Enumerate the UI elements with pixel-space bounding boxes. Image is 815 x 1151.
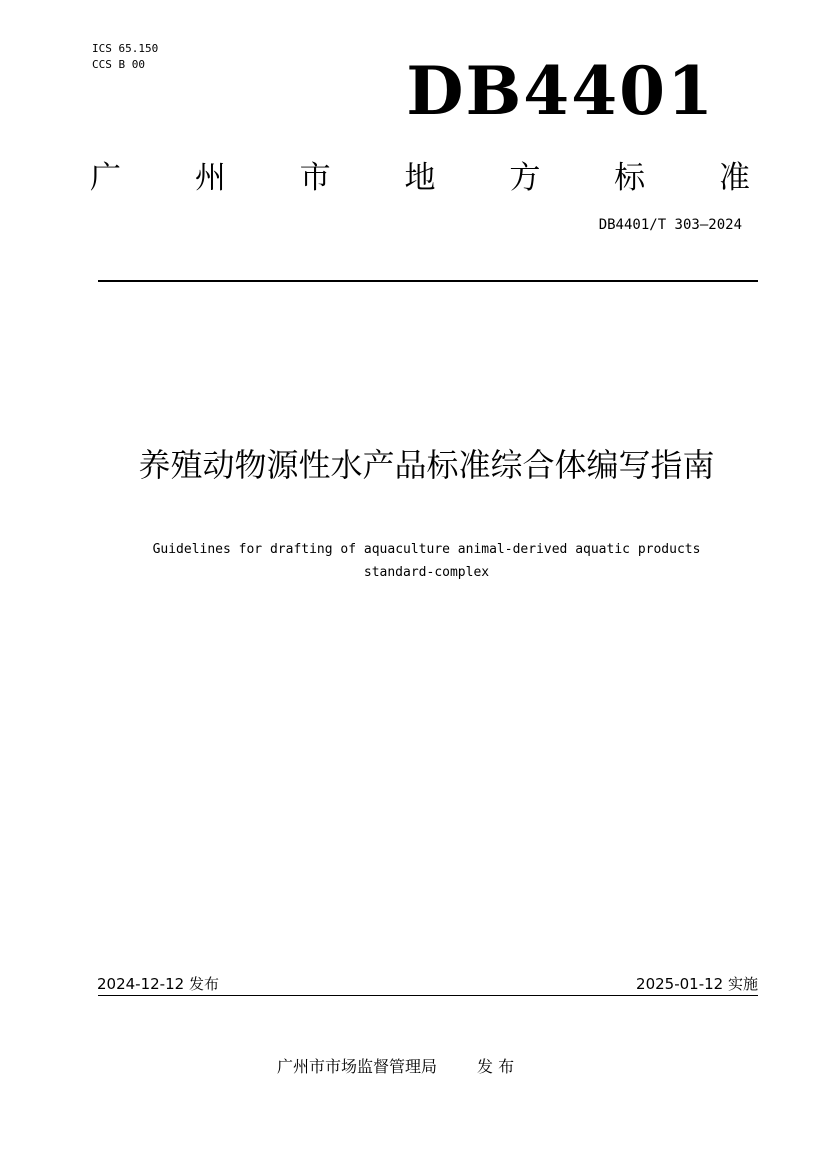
- standard-type-heading: [90, 158, 750, 198]
- issuing-authority: [277, 1054, 514, 1077]
- ccs-code: CCS B 00: [92, 58, 145, 71]
- english-title-line-1: Guidelines for drafting of aquaculture animal-derived aquatic products: [152, 542, 701, 557]
- standard-type-char: 地: [404, 160, 436, 196]
- issuer-name: 广州市市场监督管理局: [277, 1057, 438, 1076]
- standard-mark: DB4401: [406, 52, 715, 130]
- standard-type-char: 方: [509, 160, 541, 196]
- standard-type-char: 广: [90, 160, 121, 196]
- english-title-line-2: standard-complex: [363, 565, 490, 580]
- header-divider: [98, 280, 758, 282]
- standard-type-char: 市: [299, 160, 331, 196]
- standard-type-char: 州: [194, 160, 226, 196]
- document-title-chinese: 养殖动物源性水产品标准综合体编写指南: [138, 446, 715, 484]
- document-title-english: [0, 538, 815, 584]
- standard-type-char: 准: [718, 160, 750, 196]
- ics-code: ICS 65.150: [92, 42, 159, 55]
- standard-type-char: 标: [614, 160, 646, 196]
- classification-codes: [92, 41, 158, 73]
- footer-divider: [98, 995, 758, 996]
- standard-number: DB4401/T 303—2024: [598, 217, 742, 233]
- implementation-date: 2025-01-12 实施: [636, 975, 758, 993]
- issuer-action: 发 布: [477, 1057, 515, 1076]
- issue-date: 2024-12-12 发布: [97, 975, 219, 993]
